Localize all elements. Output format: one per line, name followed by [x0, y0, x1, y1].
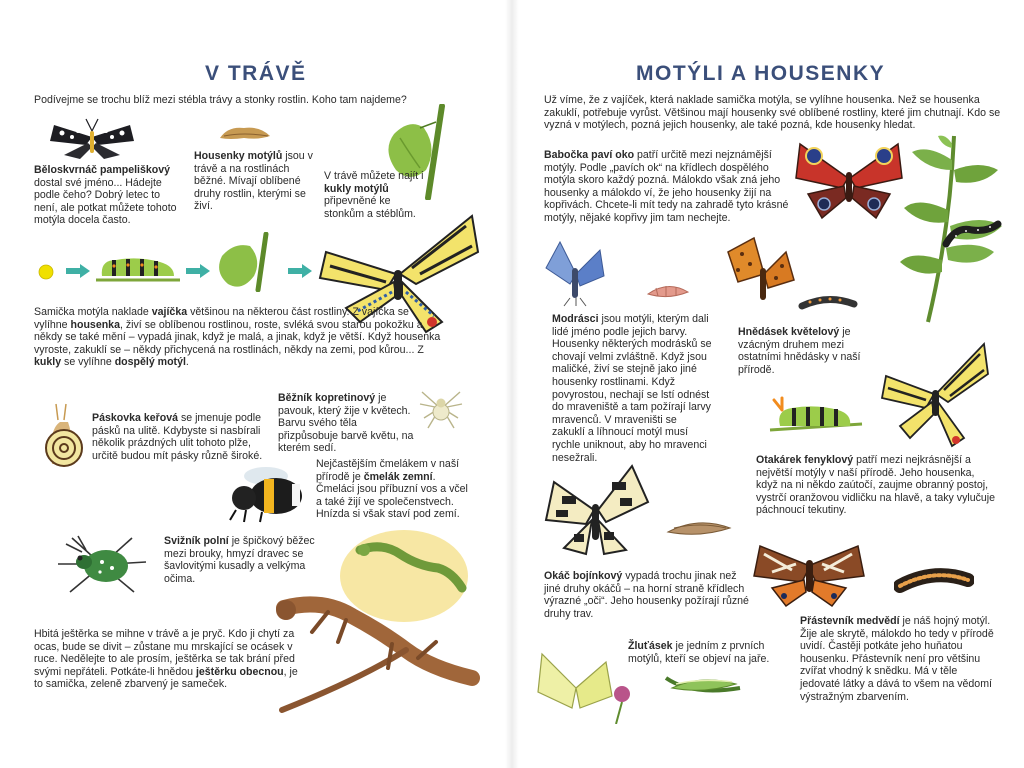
arrow-icon	[186, 264, 210, 278]
intro-text: Podívejme se trochu blíž mezi stébla trávy a stonky rostlin. Koho tam najdeme?	[34, 94, 407, 106]
marbled-white-icon	[542, 462, 652, 558]
blue-butterfly-icon	[540, 238, 610, 308]
snail-text: Páskovka keřová se jmenuje podle pásků na ulitě. Kdybyste si nasbírali několik prázdných ulit tohoto plže, určitě budou mít pásky různě široké.	[92, 412, 263, 462]
brimstone-text: Žluťásek je jedním z prvních motýlů, kteří se objeví na jaře.	[628, 640, 770, 665]
caterpillar-icon	[94, 250, 182, 286]
beetle-icon	[52, 532, 152, 596]
snail-icon	[38, 400, 88, 472]
hairy-caterpillar-icon	[894, 562, 974, 596]
beetle-text: Svižník polní je špičkový běžec mezi brouky, hmyzí dravec se šavlovitými kusadly a velkýma očima.	[164, 535, 315, 585]
caterpillar-icon	[942, 220, 1002, 250]
tiger-text: Přástevník medvědí je náš hojný motýl. Žije ale skrytě, málokdo ho tedy v přírodě uvidí. Častěji potkáte jeho huňatou housenku. Přástevník není pro většinu zvířat vhodný k snědku. Má v těle jedovaté látky a dává to všem na vědomí výstražným zbarvením.	[800, 615, 994, 703]
spider-icon	[416, 384, 466, 434]
pupae-text: V trávě můžete najít i kukly motýlů připevněné ke stonkům a stéblům.	[324, 170, 424, 220]
caterpillar-icon	[664, 514, 734, 540]
spider-text: Běžník kopretinový je pavouk, který žije v květech. Barvu svého těla přizpůsobuje barvě květu, na kterém sedí.	[278, 392, 414, 455]
peacock-butterfly-icon	[794, 138, 904, 222]
bumblebee-icon	[222, 462, 310, 524]
page-right	[512, 0, 1024, 768]
caterpillar-icon	[662, 670, 744, 702]
chrysalis-icon	[214, 232, 278, 292]
caterpillar-icon	[218, 122, 272, 144]
arrow-icon	[66, 264, 90, 278]
page-title: V TRÁVĚ	[205, 62, 307, 85]
caterpillar-icon	[644, 278, 692, 302]
lifecycle-text: Samička motýla naklade vajíčka většinou na některou část rostliny. Z vajíčka se vylíhne housenka, živí se oblíbenou rostlinou, roste, svléká svou starou pokožku a někdy se také mění – vypadá jinak, když je malá, a jinak, když je větší. Když housenka vyroste, zakuklí se – někdy přichycená na rostlinách, někdy na zemi, pod kůrou... Z kukly se vylíhne dospělý motýl.	[34, 306, 441, 369]
moth-name: Běloskvrnáč pampeliškový	[34, 164, 171, 176]
caterpillars-text: Housenky motýlů jsou v trávě a na rostlinách běžné. Mívají oblíbené druhy rostlin, kterými se živí.	[194, 150, 313, 213]
bumblebee-text: Nejčastějším čmelákem v naší přírodě je čmelák zemní. Čmeláci jsou příbuzní vos a včel a také žijí ve společenstvech. Hnízda si však staví pod zemí.	[316, 458, 468, 521]
fritillary-text: Hnědásek květelový je vzácným druhem mezi ostatními hnědásky v naší přírodě.	[738, 326, 861, 376]
swallowtail-text: Otakárek fenyklový patří mezi nejkrásnější a největší motýly v naší přírodě. Jeho housenka, když na ni někdo zaútočí, zaujme obranný postoj, vystrčí oranžovou vidličku na hlavě, a taky vylučuje páchnoucí tekutiny.	[756, 454, 996, 517]
lizard-text: Hbitá ještěrka se mihne v trávě a je pryč. Kdo ji chytí za ocas, bude se divit – zůstane mu mrskající se ocásek v ruce. Nedělejte to ale prosím, ještěrka se tak brání před svými nepřáteli. Potkáte-li hnědou ještěrku obecnou, je to samička, zeleně zbarvený je sameček.	[34, 628, 298, 691]
moth-text: Běloskvrnáč pampeliškový dostal své jméno... Hádejte podle čeho? Dobrý letec to není, ale potkat můžete tohoto motýla docela často.	[34, 164, 177, 227]
caterpillar-icon	[798, 290, 858, 314]
moth-icon	[46, 115, 138, 163]
intro-text: Už víme, že z vajíček, která naklade samička motýla, se vylíhne housenka. Než se housenka zakuklí, potřebuje vyrůst. Většinou mají housenky své oblíbené rostliny, které jim chutnají. Kdo se vyzná v motýlech, pozná jejich housenky, ale také pozná, kde housenky hledat.	[544, 94, 1001, 132]
egg-icon	[38, 264, 54, 280]
tiger-moth-icon	[752, 536, 866, 608]
arrow-icon	[288, 264, 312, 278]
fritillary-butterfly-icon	[724, 234, 800, 314]
caterpillar-icon	[768, 394, 864, 436]
marbled-text: Okáč bojínkový vypadá trochu jinak než jiné druhy okáčů – na horní straně křídlech výrazné „oči“. Jeho housenky požírají různé druhy trav.	[544, 570, 749, 620]
page-title: MOTÝLI A HOUSENKY	[636, 62, 886, 85]
swallowtail-butterfly-icon	[880, 340, 992, 450]
brimstone-icon	[536, 648, 632, 724]
peacock-text: Babočka paví oko patří určitě mezi nejznámější motýly. Podle „pavích ok“ na křídlech dospělého motýla skoro každý pozná. Málokdo však zná jeho housenky a málokdo ví, že jeho housenky žijí na kopřivách. Chcete-li mít tedy na zahradě tyto krásné motýly, nějaké kopřivy jim tam nechejte.	[544, 149, 789, 224]
blues-text: Modrásci jsou motýli, kterým dali lidé jméno podle jejich barvy. Housenky některých modrásků se chovají velmi zvláštně. Když jsou maličké, živí se stejně jako jiné housenky rostlinami. Když povyrostou, nechají se lstí odnést do mraveniště a tam požírají larvy mravenců. V mraveništi se zakuklí a líhnoucí motýl musí rychle uniknout, aby ho mravenci nesežrali.	[552, 313, 712, 464]
